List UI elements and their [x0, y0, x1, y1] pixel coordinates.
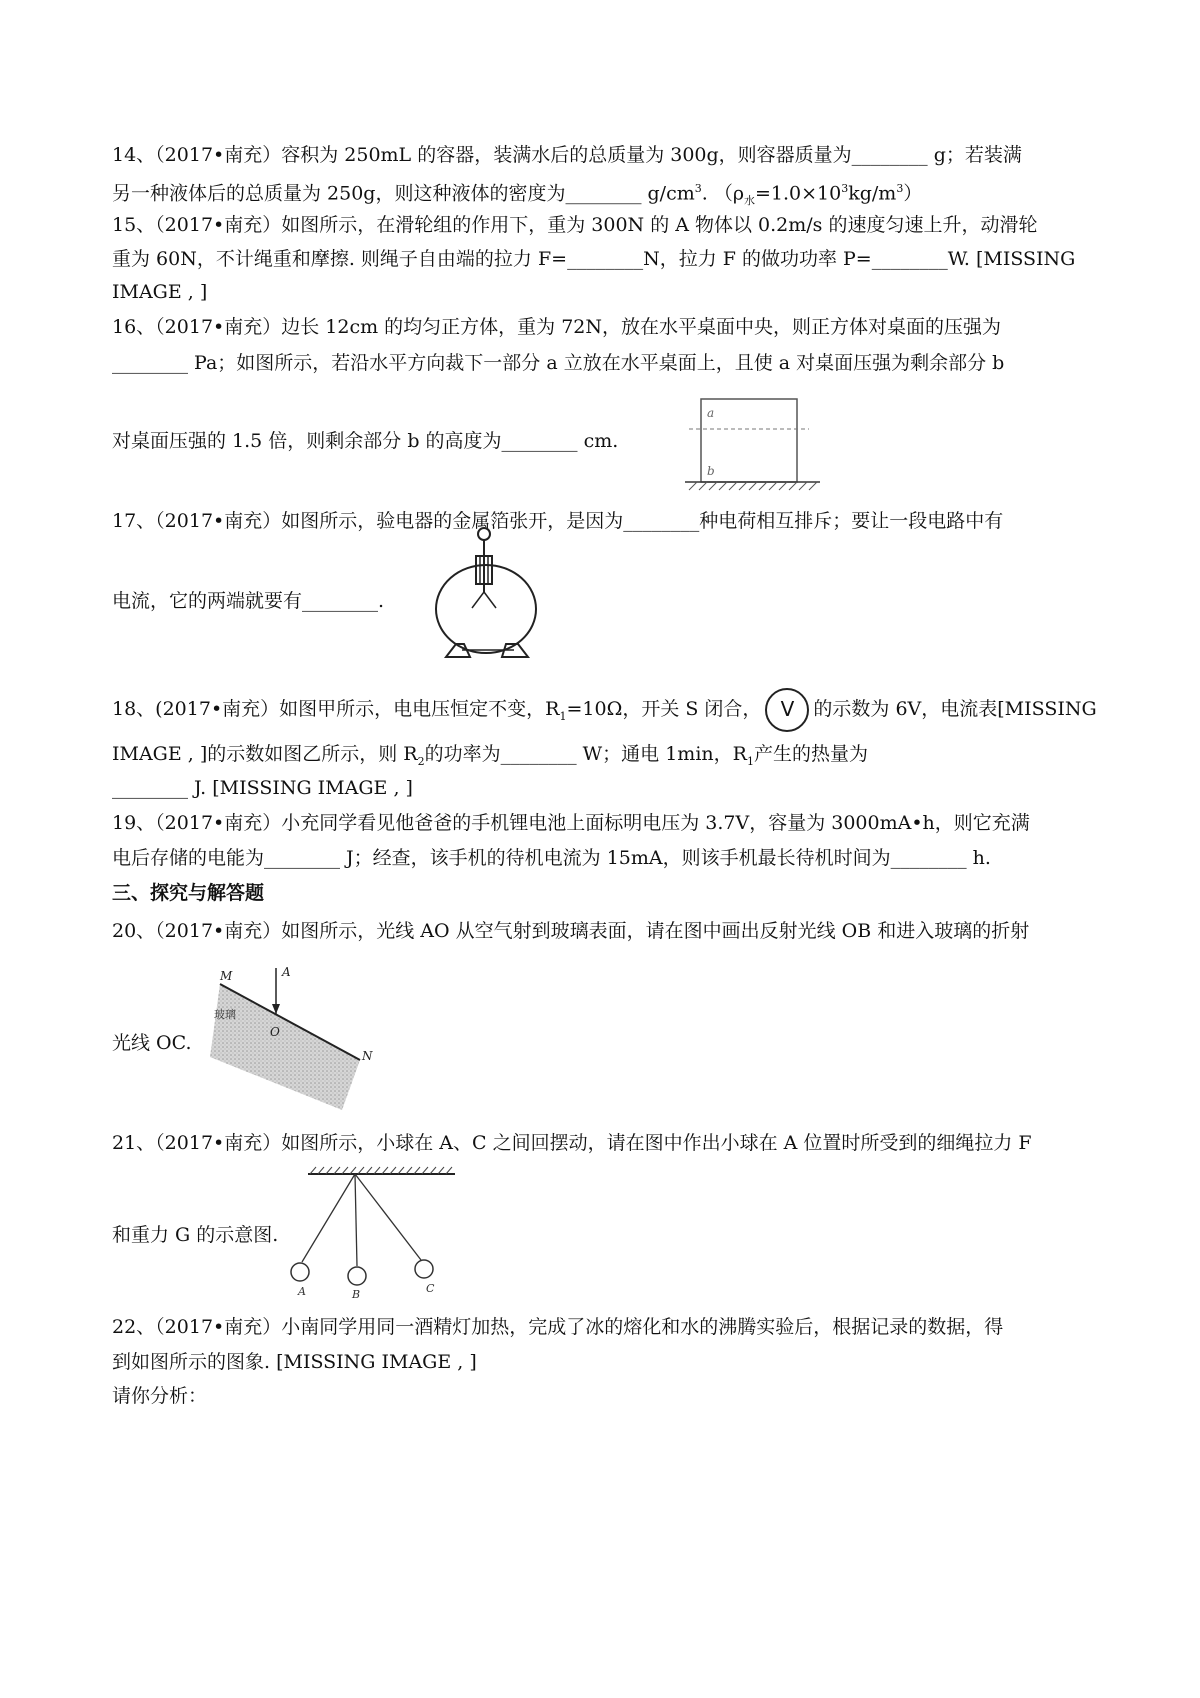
q18-text-c: 的示数为 6V，电流表[MISSING — [813, 698, 1097, 720]
q15-line-2: 重为 60N，不计绳重和摩擦. 则绳子自由端的拉力 F=________N，拉力 F 的做功功率 P=________W. [MISSING — [112, 248, 1076, 270]
q18-text-e: 的功率为________ W；通电 1min，R — [424, 743, 747, 765]
q14-text-b: . （ρ — [701, 182, 744, 205]
q21-pendulum-figure — [300, 1162, 470, 1312]
voltmeter-icon: V — [765, 688, 809, 732]
q16-cube-figure — [685, 395, 825, 495]
q16-line-1: 16、（2017•南充）边长 12cm 的均匀正方体，重为 72N，放在水平桌面中央，则正方体对桌面的压强为 — [112, 316, 1001, 338]
q22-line-1: 22、（2017•南充）小南同学用同一酒精灯加热，完成了冰的熔化和水的沸腾实验后，根据记录的数据，得 — [112, 1316, 1004, 1338]
q14-text-a: 另一种液体后的总质量为 250g，则这种液体的密度为________ g/cm — [112, 182, 695, 205]
q18-line-2 — [112, 741, 868, 775]
q21-line-2: 和重力 G 的示意图. — [112, 1224, 279, 1246]
q22-line-3: 请你分析： — [112, 1385, 208, 1407]
q21-label-C: C — [426, 1282, 435, 1295]
q20-refraction-figure — [210, 962, 400, 1112]
q20-line-2: 光线 OC. — [112, 1032, 192, 1054]
q14-line-1: 14、（2017•南充）容积为 250mL 的容器，装满水后的总质量为 300g，则容器质量为________ g；若装满 — [112, 144, 1022, 166]
q17-electroscope-figure — [428, 522, 548, 667]
q19-line-2: 电后存储的电能为________ J；经查，该手机的待机电流为 15mA，则该手机最长待机时间为________ h. — [112, 847, 991, 869]
q14-line-2 — [112, 176, 922, 214]
q14-text-c: =1.0×10 — [754, 182, 842, 205]
q14-text-e: ） — [903, 182, 923, 205]
q20-label-O: O — [270, 1025, 280, 1039]
q18-text-b: =10Ω，开关 S 闭合， — [566, 698, 762, 720]
q20-line-1: 20、（2017•南充）如图所示，光线 AO 从空气射到玻璃表面，请在图中画出反射光线 OB 和进入玻璃的折射 — [112, 920, 1030, 942]
q18-sub-3: 1 — [746, 754, 754, 768]
q16-label-b: b — [707, 464, 715, 478]
q18-text-a: 18、(2017•南充）如图甲所示，电电压恒定不变，R — [112, 698, 560, 720]
q18-sub-2: 2 — [417, 754, 425, 768]
q21-label-A: A — [298, 1285, 306, 1298]
q17-line-2: 电流，它的两端就要有________. — [112, 590, 385, 612]
q20-label-N: N — [362, 1049, 373, 1063]
q19-line-1: 19、（2017•南充）小充同学看见他爸爸的手机锂电池上面标明电压为 3.7V，容量为 3000mA•h，则它充满 — [112, 812, 1030, 834]
q18-line-1 — [112, 688, 1097, 732]
q15-line-1: 15、（2017•南充）如图所示，在滑轮组的作用下，重为 300N 的 A 物体以 0.2m/s 的速度匀速上升，动滑轮 — [112, 214, 1038, 236]
q14-sup-c: 3 — [896, 182, 904, 195]
q18-text-d: IMAGE , ]的示数如图乙所示，则 R — [112, 743, 418, 765]
q15-line-3: IMAGE , ] — [112, 281, 208, 303]
q14-sup-b: 3 — [841, 182, 849, 195]
q16-label-a: a — [707, 406, 715, 420]
q18-text-f: 产生的热量为 — [753, 743, 868, 765]
section-heading: 三、探究与解答题 — [112, 882, 265, 904]
q18-sub-1: 1 — [559, 709, 567, 723]
q20-label-glass: 玻璃 — [214, 1008, 236, 1021]
q21-line-1: 21、（2017•南充）如图所示，小球在 A、C 之间回摆动，请在图中作出小球在 A 位置时所受到的细绳拉力 F — [112, 1132, 1032, 1154]
q20-label-M: M — [220, 969, 233, 983]
q22-line-2: 到如图所示的图象. [MISSING IMAGE , ] — [112, 1351, 477, 1373]
q14-sup-a: 3 — [694, 182, 702, 195]
q17-line-1: 17、（2017•南充）如图所示，验电器的金属箔张开，是因为________种电荷相互排斥；要让一段电路中有 — [112, 510, 1004, 532]
q14-sub-water: 水 — [743, 194, 755, 208]
q16-line-3: 对桌面压强的 1.5 倍，则剩余部分 b 的高度为________ cm. — [112, 430, 619, 452]
q21-label-B: B — [352, 1288, 361, 1301]
q18-line-3: ________ J. [MISSING IMAGE , ] — [112, 777, 413, 799]
q16-line-2: ________ Pa；如图所示，若沿水平方向裁下一部分 a 立放在水平桌面上，且使 a 对桌面压强为剩余部分 b — [112, 352, 1005, 374]
q20-label-A: A — [282, 965, 291, 979]
q14-text-d: kg/m — [848, 182, 897, 205]
